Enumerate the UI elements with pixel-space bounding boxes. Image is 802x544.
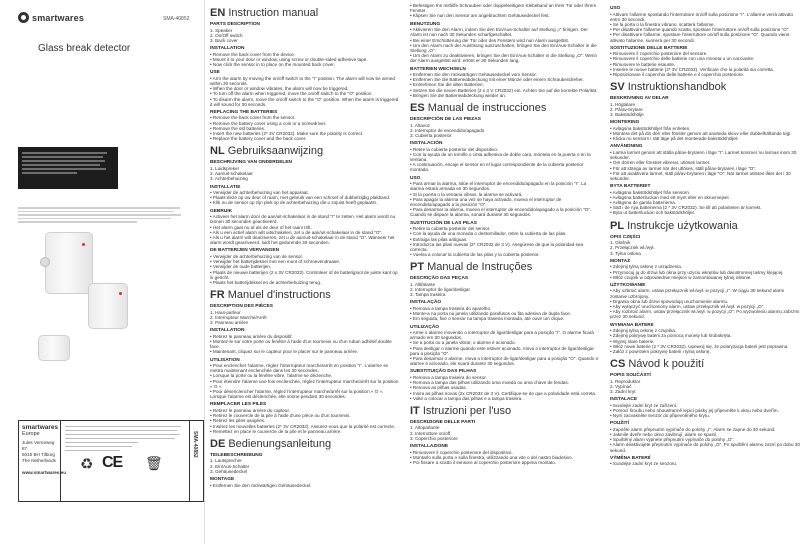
subsection-heading: INSTALLATION xyxy=(210,46,245,52)
instruction-line: • Retirez les piles usagées. xyxy=(210,418,266,424)
instruction-line: • Aktivieren Sie den Alarm, indem Sie den Ein/Aus-Schalter auf Stellung „I" bringen. Der Alarm ist nun nach 30 Sekunden scharfgeschaltet. xyxy=(410,27,588,38)
instruction-line: 3. Tylna osłona xyxy=(610,250,641,256)
instruction-line: • Retire la cubierta posterior del dispositivo. xyxy=(410,146,499,152)
instruction-line: • Pour enclencher l'alarme, réglez l'interrupteur marche/arrêt en position "I". L'alarme se mettra maintenant enclenchée dans les 30 secondes. xyxy=(210,363,389,374)
ce-mark: CE xyxy=(102,454,123,471)
instruction-line: • Mount it to your door or window, using screw or double-sided adhesive tape. xyxy=(210,56,368,62)
instruction-line: • To disarm the alarm, move the on/off switch to the "O" position. When the alarm is triggered it will sound for 30 seconds. xyxy=(210,96,399,107)
subsection-heading: BENUTZUNG xyxy=(410,21,441,27)
instruction-line: • Zdejmij tylną osłonę z czujnika. xyxy=(610,328,677,334)
instruction-line: 1. Haut-parleur xyxy=(210,309,241,315)
instruction-line: • Sundejte zadní kryt ze senzoru. xyxy=(610,461,678,467)
instruction-line: 3. Bakstödshölje xyxy=(610,112,644,118)
instruction-line: • Pour désenclencher l'alarme, réglez l'interrupteur marche/arrêt sur la position « O ». Lorsque l'alarme est déclenchée, elle sonne pendant 30 secondes. xyxy=(210,389,384,400)
instruction-line: • Monte-a na porta ou janela utilizando parafusos ou fita adesiva de dupla face. xyxy=(410,311,571,317)
subsection-heading: PARTS DESCRIPTION xyxy=(210,22,261,27)
instruction-line: 3. Panneau arrière xyxy=(210,320,249,326)
subsection-heading: POUŽITÍ xyxy=(610,421,629,427)
instruction-line: • Para armar la alarma, sitúe el interruptor de encendido/apagado en la posición "I". La alarma estará armada en 30 segundos. xyxy=(410,181,587,192)
instruction-line: 3. Zadní kryt xyxy=(610,389,636,395)
instruction-line: • Vuelva a colocar la cubierta de las pilas y la cubierta posterior. xyxy=(410,252,540,258)
instruction-line: • To turn off the alarm when triggered, move the on/off switch to the "O" position. xyxy=(210,91,373,97)
instruction-line: • Retirez le couvercle de la pile à l'aide d'une pièce ou d'un tournevis. xyxy=(210,413,351,419)
subsection-heading: UŻYTKOWANIE xyxy=(610,282,646,288)
subsection-heading: BATTERIEN WECHSELN xyxy=(410,66,466,72)
instruction-line: • Als u het alarm wilt deactiveren, zet u de aan/uit-schakelaar in de stand "O". Wanneer het alarm wordt geactiveerd, luidt het gedurende 30 seconden. xyxy=(210,234,395,246)
language-code: NL xyxy=(210,145,225,158)
instruction-line: • Klik nu de sensor op zijn plek op de achterbehuizing die u zojuist heeft geplaatst. xyxy=(210,200,378,206)
subsection-heading: INSTALAÇÃO xyxy=(410,300,442,306)
instruction-line: • Now click the sensor in to place on the mounted back cover. xyxy=(210,62,335,68)
recycle-icon: ♻ xyxy=(80,456,94,473)
language-code: PT xyxy=(410,261,425,274)
detector-device-back xyxy=(38,335,70,361)
instruction-line: • When the door or window vibrates, the alarm will now be triggered. xyxy=(210,86,349,92)
instruction-line: • Włóż czujnik w odpowiednie miejsce w zamontowanej tylnej osłonie. xyxy=(610,274,752,280)
instruction-line: • Włóż nowe baterie (2 * 3V CR2032). Upewnij się, że polaryzacja baterii jest poprawna. xyxy=(610,343,789,349)
instruction-line: • Um den Alarm nach der Auslösung auszuschalten, bringen Sie den Ein/Aus-Schalter in die Stellung „O". xyxy=(410,42,597,53)
instruction-line: • Om dörren eller fönstret vibrerar, utlöses larmet. xyxy=(610,160,711,166)
subsection-heading: POPIS SOUČÁSTÍ xyxy=(610,373,651,379)
section-title: Instruktionshandbok xyxy=(627,81,727,94)
instruction-line: • Verwijder de oude batterijen. xyxy=(210,264,272,270)
section-heading xyxy=(410,405,600,417)
instruction-line: • Um den Alarm zu deaktivieren, bringen Sie den Ein/Aus-Schalter in die Stellung „O". Wenn der Alarm ausgelöst wird, ertönt er 30 Sekunden lang. xyxy=(410,53,597,64)
subsection-heading: BESKRIVNING AV DELAR xyxy=(610,96,669,102)
instruction-line: • Przymocuj ją do drzwi lub okna przy użyciu wkrętów lub dwustronnej taśmy klejącej. xyxy=(610,269,784,275)
subsection-heading: REMPLACER LES PILES xyxy=(210,402,267,408)
section-title: Istruzioni per l'uso xyxy=(422,404,512,417)
instruction-line: • Maintenant, cliquez sur le capteur pour le placer sur le panneau arrière. xyxy=(210,349,359,355)
label-region: Europe xyxy=(22,431,40,437)
instruction-line: • Per disattivare l'allarme quando scatta, spostare l'interruttore on/off sulla posizione "O". xyxy=(610,27,790,33)
instruction-line: 3. Cubierta posterior xyxy=(410,132,452,138)
instruction-line: • Avlägsna batteriluckan med ett mynt eller en skruvmejsel. xyxy=(610,194,730,200)
section-heading xyxy=(410,102,600,114)
instruction-line: • Introduzca las pilas nuevas (2* CR2032 de 3 V). Asegúrese de que la polaridad sea correcta. xyxy=(410,241,583,252)
model-number: SMA-40852 xyxy=(163,16,190,22)
instruction-line: • Remettez en place le couvercle de la pile et le panneau arrière. xyxy=(210,428,342,434)
subsection-heading: INSTALLAZIONE xyxy=(410,444,449,450)
manual-column-2 xyxy=(410,3,600,543)
instruction-line: • Para desarmar la alarma, mueva el interruptor de encendido/apagado a la posición "O". Cuando se dispare la alarma, sonará durante 30 segundos. xyxy=(410,207,592,218)
instruction-line: • Entfernen Sie die Batterieabdeckung mit einer Münze oder einem Schraubendreher. xyxy=(410,77,584,83)
section-heading xyxy=(610,220,800,232)
instruction-line: • Lorsque la porte ou la fenêtre vibre, l'alarme se déclenche. xyxy=(210,373,333,379)
instruction-line: • Klicka nu sensorn i rätt läge på det monterade bakstödshöljet. xyxy=(610,136,739,142)
instruction-line: 2. On/Off switch xyxy=(210,32,243,38)
instruction-line: • Se la porta o la finestra vibrano, scatterà l'allarme. xyxy=(610,21,715,27)
instruction-line: • A continuación, encaje el sensor en el lugar correspondiente de la cubierta posterior montada. xyxy=(410,162,584,173)
instruction-line: 1. Reproduktor xyxy=(610,378,641,384)
instruction-line: • Montera det på din dörr eller fönster genom att använda skruv eller dubbelhäftande tejp. xyxy=(610,131,792,137)
instruction-line: • Se a porta ou a janela vibrar, o alarme é acionado. xyxy=(410,340,516,346)
instruction-line: • Remova a tampa das pilhas utilizando uma moeda ou uma chave de fendas. xyxy=(410,380,569,386)
instruction-line: • Poi fissare a scatto il sensore al coperchio posteriore appena montato. xyxy=(410,459,557,465)
instruction-line: 1. Högtalare xyxy=(610,101,636,107)
section-title: Gebruiksaanwijzing xyxy=(227,145,324,158)
detector-device-front xyxy=(45,232,93,294)
instruction-line: • Als u een actief alarm wilt uitschakelen, zet u de aan/uit-schakelaar in de stand "O". xyxy=(210,229,383,235)
instruction-line: • Wyjmij stare baterie. xyxy=(610,338,655,344)
instruction-line: • Zdejmij pokrywę baterii za pomocą monety lub śrubokręta. xyxy=(610,333,732,339)
subsection-heading: DESCRIPCIÓN DE LAS PIEZAS xyxy=(410,117,481,123)
instruction-line: • Montarlo sulla porta o sulla finestra, utilizzando una vite o del nastro biadesivo. xyxy=(410,454,573,460)
subsection-heading: OPIS CZĘŚCI xyxy=(610,234,641,240)
manual-column-3 xyxy=(610,3,800,543)
subsection-heading: DE BATTERIJEN VERVANGEN xyxy=(210,248,280,254)
instruction-line: 1. Lautsprecher xyxy=(210,458,242,464)
instruction-line: 2. Aan/uit-schakelaar xyxy=(210,171,253,177)
instruction-line: 2. Ein/Aus-Schalter xyxy=(210,463,250,469)
instruction-line: 1. Altavoz xyxy=(410,122,430,128)
section-title: Manual de instrucciones xyxy=(427,102,547,115)
subsection-heading: UTILIZAÇÃO xyxy=(410,324,440,330)
subsection-heading: INSTALLATIE xyxy=(210,184,241,190)
instruction-line: 1. Głośnik xyxy=(610,240,631,246)
manual-column-1 xyxy=(210,3,400,543)
instruction-line: • Si la puerta o la ventana vibran, la alarma se activará. xyxy=(410,191,523,197)
instruction-line: 3. Back cover xyxy=(210,37,238,43)
instruction-line: • Para desligar o alarme quando este estiver acionado, mova o interruptor de ligar/desligar para a posição "O". xyxy=(410,345,594,356)
instruction-line: 2. Interruptor de ligar/desligar xyxy=(410,287,471,293)
instruction-line: • Zdejmij tylną osłonę z urządzenia. xyxy=(610,264,683,270)
language-code: FR xyxy=(210,289,225,302)
label-side-strip xyxy=(189,421,203,501)
instruction-line: • Retirez le panneau arrière du dispositif. xyxy=(210,333,293,339)
instruction-line: • Entnehmen Sie die alten Batterien. xyxy=(410,82,484,88)
instruction-line: 1. Altoparlante xyxy=(410,425,440,431)
crossed-bin-icon: 🗑 xyxy=(145,455,163,471)
language-code: EN xyxy=(210,7,226,19)
subsection-heading: INSTALACIÓN xyxy=(410,141,443,147)
instruction-line: • Aby rozbroić alarm, ustaw przełącznik wł./wył. w pozycji „O". Po wyzwoleniu alarmu zabrzmi przez 30 sekund. xyxy=(610,309,800,320)
instruction-line: • Remova a tampa traseira do sensor. xyxy=(410,374,487,380)
instruction-line: • Aby uzbroić alarm, ustaw przełącznik wł./wył. w pozycji „I". W ciągu 30 sekund alarm zostanie uzbrojony. xyxy=(610,288,785,299)
warning-box xyxy=(18,147,118,189)
instruction-line: • Remove the battery cover using a coin or a screwdriver. xyxy=(210,120,327,126)
instruction-line: • Attivare l'allarme spostando l'interruttore on/off sulla posizione "I". L'allarme verrà attivato entro 30 secondi. xyxy=(610,11,794,22)
instruction-line: • Plaats het batterijdeksel en de achterbehuizing terug. xyxy=(210,279,322,285)
subsection-heading: INSTALLATION xyxy=(210,328,245,334)
fine-print xyxy=(18,205,188,225)
subsection-heading: DESCRIZIONE DELLE PARTI xyxy=(410,419,476,425)
instruction-line: 1. Speaker xyxy=(210,27,233,33)
section-heading xyxy=(210,438,400,450)
subsection-heading: SOSTITUZIONE DELLE BATTERIE xyxy=(610,45,688,51)
instruction-line: 1. Altifalante xyxy=(410,281,436,287)
instruction-line: • Con la ayuda de un tornillo o cinta adhesiva de doble cara, móntela en la puerta o en la ventana. xyxy=(410,151,591,163)
instruction-line: 2. Interruptor de encendido/apagado xyxy=(410,127,485,133)
subsection-heading: MONTAGE xyxy=(210,477,235,483)
instruction-line: • Remove the old batteries. xyxy=(210,125,266,131)
instruction-line: • Sätt i de nya batterierna (2 * 3V CR2032). Se till att polariteten är korrekt. xyxy=(610,205,762,211)
manual-columns xyxy=(208,0,802,544)
instruction-line: • Spuštěný alarm vypnete přepnutím vypínače do polohy „O". xyxy=(610,437,735,443)
instruction-line: • Remove the back cover from the sensor. xyxy=(210,115,296,121)
instruction-line: • Retirez le panneau arrière du capteur. xyxy=(210,407,291,413)
subsection-heading: REPLACING THE BATTERIES xyxy=(210,109,278,115)
instruction-line: 3. Coperchio posteriore xyxy=(410,435,458,441)
label-brand: smartwares xyxy=(22,424,59,431)
instruction-line: • Insert the new batteries (2* 3V CR2032). Make sure the polarity is correct. xyxy=(210,131,364,137)
instruction-line: • Extraiga las pilas antiguas. xyxy=(410,236,468,242)
section-heading xyxy=(210,289,400,301)
section-heading xyxy=(410,261,600,273)
instruction-line: • Bei einer Erschütterung der Tür oder des Fensters wird nun Alarm ausgelöst. xyxy=(410,37,570,43)
subsection-heading: USO xyxy=(410,175,421,181)
section-heading xyxy=(610,358,800,370)
instruction-line: • Para desarmar o alarme, mova o interruptor de ligar/desligar para a posição "O". Quando o alarme é acionado, ele soará durante 30 segundos. xyxy=(410,356,599,367)
subsection-heading: DESCRIÇÃO DAS PEÇAS xyxy=(410,276,469,282)
label-side-text: SMA-40852 xyxy=(192,431,198,458)
language-code: SV xyxy=(610,81,625,94)
instruction-line: • Verwijder de achterbehuizing van de sensor. xyxy=(210,253,304,259)
detector-device-side xyxy=(88,283,128,329)
instruction-line: • Klipsen Sie nun den Sensor am angebrachten Gehäusedeckel fest. xyxy=(410,13,550,19)
subsection-heading: USE xyxy=(210,70,220,76)
instruction-line: • Retire la cubierta posterior del sensor. xyxy=(410,226,491,232)
instruction-line: • Replace the battery cover and the back cover. xyxy=(210,136,307,142)
instruction-line: 3. Achterbehuizing xyxy=(210,176,248,182)
instruction-line: • Riposizionare il coperchio delle batterie e il coperchio posteriore. xyxy=(610,72,745,78)
instruction-line: • Em seguida, fixe o sensor na tampa traseira montada, até ouvir um clique. xyxy=(410,316,565,322)
instruction-line: • Entfernen Sie den rückwärtigen Gehäusedeckel vom Sensor. xyxy=(410,72,537,78)
subsection-heading: TEILEBESCHREIBUNG xyxy=(210,452,263,458)
instruction-line: • Bringen Sie die Batterieabdeckung wieder an. xyxy=(410,92,507,98)
instruction-line: • Nyní zacvakněte senzor do připevněného krytu. xyxy=(610,413,710,419)
instruction-line: • Zapněte alarm přepnutím vypínače do polohy „I". Alarm se zapne do 30 sekund. xyxy=(610,426,776,432)
instruction-line: • Plaats de nieuwe batterijen (2 x 3V CR2032). Controleer of de batterijpool de juiste kant op is gericht. xyxy=(210,269,398,280)
instruction-line: 2. Przełącznik wł./wył. xyxy=(610,245,655,251)
subsection-heading: USO xyxy=(610,6,621,11)
subsection-heading: ANVÄNDNING xyxy=(610,144,643,150)
instruction-line: • Pomocí šroubu nebo oboustranně lepicí pásky jej připevněte k oknu nebo dveřím. xyxy=(610,407,779,413)
section-title: Instrukcje użytkowania xyxy=(627,219,738,232)
instruction-line: 2. Interrupteur Marche/Arrêt xyxy=(210,314,267,320)
instruction-line: • Arm the alarm by moving the on/off switch to the "I" position. The alarm will now be armed within 30 seconds. xyxy=(210,75,395,86)
instruction-line: 2. Interruttore on/off xyxy=(410,430,451,436)
instruction-line: • Rimuovere il coperchio posteriore del dispositivo. xyxy=(410,449,513,455)
instruction-line: 1. Luidspreker xyxy=(210,165,240,171)
language-code: ES xyxy=(410,102,425,115)
cover-panel xyxy=(0,0,205,544)
instruction-line: • Befestigen Ihn mithilfe Schrauben oder doppelseitigem Klebeband an Ihrer Tür oder Ihrem Fenster. xyxy=(410,3,597,14)
section-title: Bedienungsanleitung xyxy=(228,437,332,450)
instruction-line: • Plaats deze op uw deur of raam, met gebruik van een schroef of dubbelzijdig plakband. xyxy=(210,195,391,201)
section-heading xyxy=(610,81,800,93)
instruction-line: • För att avaktivera larmet, ställ på/av-brytaren i läge "O". När larmet utlöses låter det i 30 sekunder. xyxy=(610,170,791,181)
instruction-line: • Pour éteindre l'alarme une fois enclenchée, réglez l'interrupteur marche/arrêt sur la position « O ». xyxy=(210,378,399,389)
instruction-line: • Załóż z powrotem pokrywę baterii i tylną osłonę. xyxy=(610,348,711,354)
label-brand-cell xyxy=(19,421,66,501)
instruction-line: • Para apagar la alarma una vez se haya activado, mueva el interruptor de encendido/apagado a la posición "O". xyxy=(410,196,562,207)
instruction-line: • Volte a colocar a tampa das pilhas e a tampa traseira. xyxy=(410,395,523,401)
instruction-line: • Setzen Sie die neuen Batterien (2 x 3 V CR2032) ein. Achten Sie auf die korrekte Polarität. xyxy=(410,87,598,93)
instruction-line: • Montez-le sur votre porte ou fenêtre à l'aide d'un tournevis ou d'un ruban adhésif double face. xyxy=(210,338,392,350)
subsection-heading: BYTA BATTERIET xyxy=(610,184,651,190)
subsection-heading: SUBSTITUIÇÃO DAS PILHAS xyxy=(410,369,477,375)
instruction-line: • Het alarm gaat nu af als de deur of het raam trilt. xyxy=(210,224,312,230)
subsection-heading: UTILISATION xyxy=(210,357,240,363)
instruction-line: • Verwijder de achterbehuizing van het apparaat. xyxy=(210,190,309,196)
subsection-heading: MONTERING xyxy=(610,120,640,126)
language-code: PL xyxy=(610,219,625,232)
instruction-line: • Arme o alarme movendo o interruptor de ligar/desligar para a posição "I". O alarme ficará armado em 30 segundos. xyxy=(410,330,594,341)
instruction-line: • Jakmile dveře nebo okno zavibrují, alarm se spustí. xyxy=(610,432,718,438)
section-title: Instruction manual xyxy=(228,7,319,19)
instruction-line: • Rimuovere le batterie esauste. xyxy=(610,61,676,67)
instruction-line: • Aby wyłączyć uruchomiony alarm, ustaw przełącznik wł./wył. w pozycji „O". xyxy=(610,304,765,310)
subsection-heading: VÝMĚNA BATERIÍ xyxy=(610,455,651,461)
brand-logo xyxy=(18,12,84,23)
subsection-heading: MONTAŻ xyxy=(610,258,631,264)
subsection-heading: DESCRIPTION DES PIÈCES xyxy=(210,304,273,310)
section-heading xyxy=(210,145,400,157)
instruction-line: • Con la ayuda de una moneda o destornillador, retire la cubierta de las pilas. xyxy=(410,231,567,237)
subsection-heading: SUSTITUCIÓN DE LAS PILAS xyxy=(410,220,477,226)
language-code: IT xyxy=(410,404,420,417)
instruction-line: • Verwijder het batterijdeksel met een munt of schroevendraaier. xyxy=(210,259,341,265)
product-title: Glass break detector xyxy=(38,43,131,54)
instruction-line: • Avlägsna bakstödshöljet från enheten. xyxy=(610,125,691,131)
instruction-line: • Byta ut batteriluckan och bakstödshöljet. xyxy=(610,210,696,216)
instruction-line: • Entfernen Sie den rückwärtigen Gehäusedeckel. xyxy=(210,482,312,488)
instruction-line: • Avlägsna de gamla batterierna. xyxy=(610,200,677,206)
instruction-line: • Insira as pilhas novas (2x CR2032 de 3 V). Certifique-se de que a polaridade está correta. xyxy=(410,390,597,396)
instruction-line: 3. Tampa traseira xyxy=(410,292,446,298)
section-title: Manuel d'instructions xyxy=(227,289,331,302)
instruction-line: • Sundejte zadní kryt ze zařízení. xyxy=(610,402,678,408)
brand-name: smartwares xyxy=(32,12,85,23)
instruction-line: • Per disattivare l'allarme, spostare l'interruttore on/off sulla posizione "O". Quando viene attivato l'allarme, suonerà per 30 secondi. xyxy=(610,32,790,43)
instruction-line: • Remova as pilhas usadas. xyxy=(410,385,467,391)
instruction-line: • Inserire le nuove batterie (2* 3V CR2032). Verificare che la polarità sia corretta. xyxy=(610,66,775,72)
subsection-heading: BESCHRIJVING VAN ONDERDELEN xyxy=(210,160,293,166)
instruction-line: • Remove the back cover from the device. xyxy=(210,51,296,57)
instruction-line: • Rimuovere il coperchio posteriore del sensore. xyxy=(610,51,708,57)
instruction-line: 2. Vypínač xyxy=(610,383,632,389)
label-url: www.smartwares.eu xyxy=(22,470,66,475)
section-heading xyxy=(210,7,400,19)
instruction-line: • Drgania okna lub drzwi spowodują uruchomienie alarmu. xyxy=(610,298,729,304)
instruction-line: • För att stänga av larmet när det utlöses, ställ på/av-brytaren i läge "O". xyxy=(610,165,757,171)
language-code: CS xyxy=(610,358,626,371)
instruction-line: 3. Gehäusedeckel xyxy=(210,468,248,474)
instruction-line: • Activeer het alarm door de aan/uit-schakelaar in de stand "I" te zetten. Het alarm wordt nu binnen 30 seconden geactiveerd. xyxy=(210,214,396,225)
instruction-line: • Remova a tampa traseira do aparelho. xyxy=(410,305,492,311)
subsection-heading: WYMIANA BATERII xyxy=(610,322,654,328)
label-address: Jules Verneweg 87 5015 BH Tilburg The Netherlands xyxy=(22,440,56,463)
language-code: DE xyxy=(210,437,226,450)
brand-logo-icon xyxy=(18,12,29,23)
section-title: Návod k použití xyxy=(628,358,705,371)
subsection-heading: INSTALACE xyxy=(610,397,638,403)
instruction-line: • Larma larmet genom att ställa på/av-brytaren i läge "I". Larmet kommer nu larmas inom 30 sekunder. xyxy=(610,149,797,161)
instruction-line: 2. På/av-brytare xyxy=(610,106,643,112)
instruction-line: • Rimuovere il coperchio delle batterie con una moneta o un cacciavite. xyxy=(610,56,755,62)
section-title: Manual de Instruções xyxy=(427,261,533,274)
instruction-line: • Insérez les nouvelles batteries (2* 3V CR2032). Assurez-vous que la polarité est correcte. xyxy=(210,423,396,429)
instruction-line: • Avlägsna bakstödshöljet från sensorn. xyxy=(610,189,691,195)
subsection-heading: GEBRUIK xyxy=(210,208,233,214)
instruction-line: • Alarm deaktivujete přepnutím vypínače do polohy „O". Po spuštění alarmu zazní po dobu 30 sekund. xyxy=(610,442,800,453)
